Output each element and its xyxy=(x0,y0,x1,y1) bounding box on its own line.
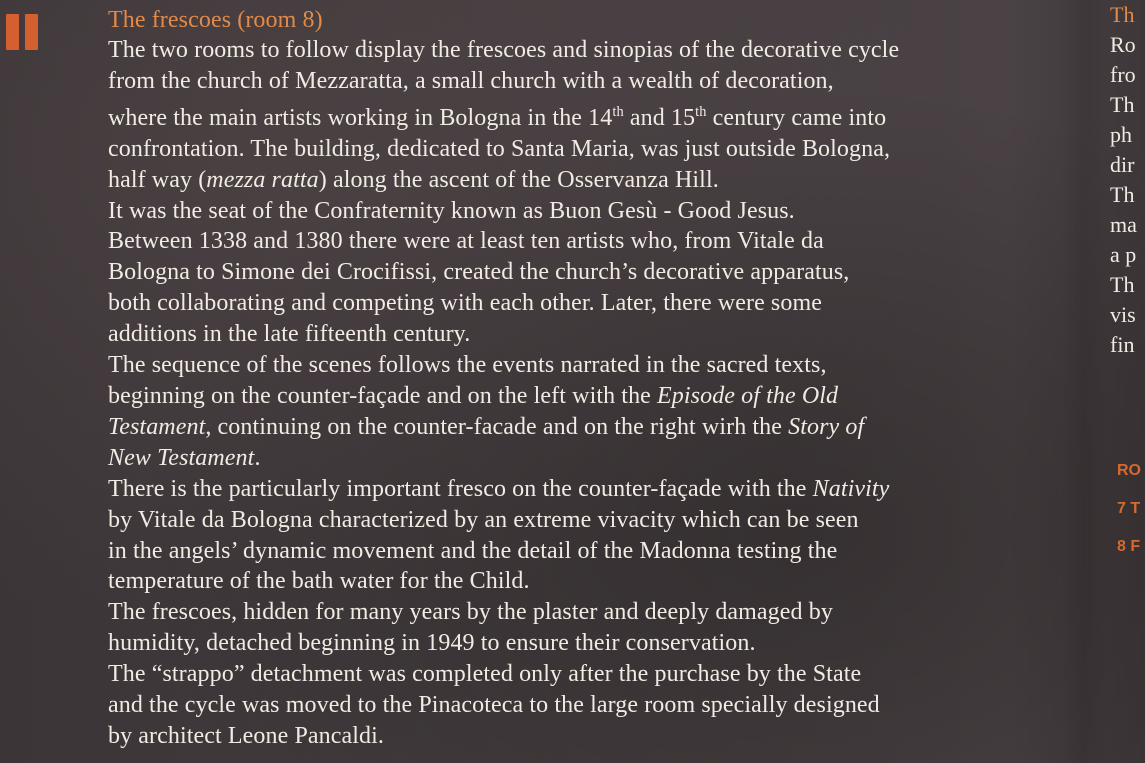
text-line: beginning on the counter-façade and on the left with the Episode of the Old xyxy=(108,382,839,409)
room-marker xyxy=(6,14,38,50)
text-line: confrontation. The building, dedicated to Santa Maria, was just outside Bologna, xyxy=(108,135,891,162)
side-text-line: ma xyxy=(1110,212,1137,237)
text-line: Bologna to Simone dei Crocifissi, created the church’s decorative apparatus, xyxy=(108,259,850,286)
text-line: The frescoes, hidden for many years by the plaster and deeply damaged by xyxy=(108,599,833,626)
text-line: and the cycle was moved to the Pinacoteca to the large room specially designed xyxy=(108,692,880,719)
side-text-line: a p xyxy=(1110,242,1137,267)
text-line: by Vitale da Bologna characterized by an extreme vivacity which can be seen xyxy=(108,506,859,533)
text-line: The “strappo” detachment was completed only after the purchase by the State xyxy=(108,661,862,688)
room-tag: 8 F xyxy=(1117,538,1141,555)
side-text-line: fin xyxy=(1110,332,1135,357)
side-text-line: Th xyxy=(1110,2,1135,27)
room-tag: 7 T xyxy=(1117,500,1141,517)
text-line: There is the particularly important fresco on the counter-façade with the Nativity xyxy=(108,475,890,502)
adjacent-panel-text xyxy=(1110,0,1145,360)
text-line: The sequence of the scenes follows the events narrated in the sacred texts, xyxy=(108,352,827,379)
text-line: The two rooms to follow display the frescoes and sinopias of the decorative cycle xyxy=(108,37,900,63)
side-text-line: fro xyxy=(1110,62,1136,87)
side-text-line: Th xyxy=(1110,92,1135,117)
text-line: Testament, continuing on the counter-facade and on the right wirh the Story of xyxy=(108,413,865,440)
text-line: humidity, detached beginning in 1949 to ensure their conservation. xyxy=(108,630,756,657)
marker-bar xyxy=(6,14,19,50)
side-text-line: Ro xyxy=(1110,32,1136,57)
text-line: in the angels’ dynamic movement and the detail of the Madonna testing the xyxy=(108,537,838,564)
panel-title: The frescoes (room 8) xyxy=(108,7,323,33)
text-line: both collaborating and competing with each other. Later, there were some xyxy=(108,290,822,317)
text-line: additions in the late fifteenth century. xyxy=(108,321,471,348)
side-text-line: ph xyxy=(1110,122,1132,147)
adjacent-room-tags xyxy=(1117,462,1145,576)
text-line: where the main artists working in Bologna in the 14th and 15th century came into xyxy=(108,103,887,131)
text-line: from the church of Mezzaratta, a small church with a wealth of decoration, xyxy=(108,67,834,94)
text-line: New Testament. xyxy=(108,444,261,471)
side-text-line: Th xyxy=(1110,272,1135,297)
marker-bar xyxy=(25,14,38,50)
side-text-line: vis xyxy=(1110,302,1136,327)
text-line: temperature of the bath water for the Child. xyxy=(108,568,530,595)
side-text-line: dir xyxy=(1110,152,1135,177)
room-tag: RO xyxy=(1117,462,1141,479)
side-text-line: Th xyxy=(1110,182,1135,207)
text-line: by architect Leone Pancaldi. xyxy=(108,722,385,749)
panel-divider xyxy=(1060,0,1108,763)
text-line: It was the seat of the Confraternity known as Buon Gesù - Good Jesus. xyxy=(108,197,795,224)
text-line: Between 1338 and 1380 there were at least ten artists who, from Vitale da xyxy=(108,228,824,255)
text-line: half way (mezza ratta) along the ascent of the Osservanza Hill. xyxy=(108,166,719,193)
main-text-panel xyxy=(108,6,1058,752)
